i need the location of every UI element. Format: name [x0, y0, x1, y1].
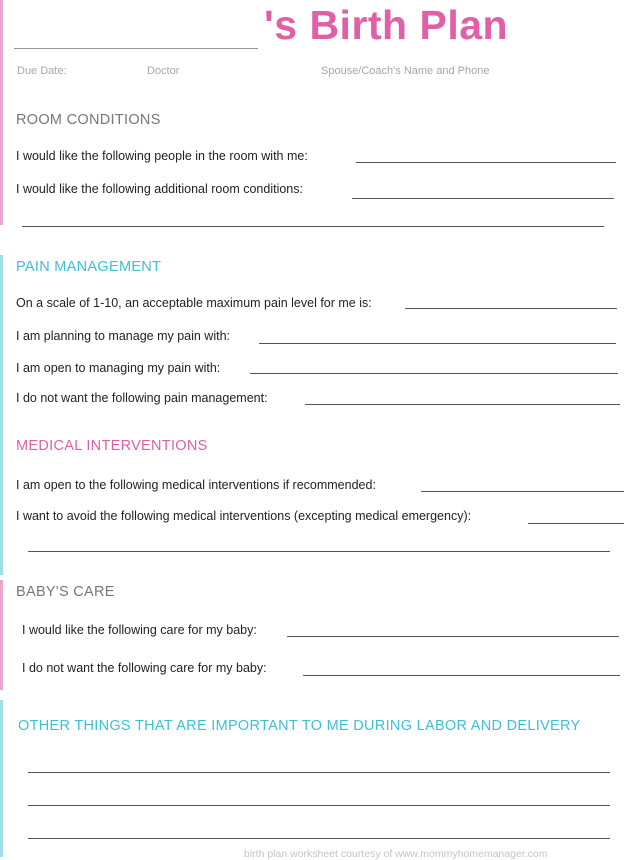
- medical-avoid-line[interactable]: [528, 523, 624, 524]
- spouse-coach-label: Spouse/Coach's Name and Phone: [321, 65, 490, 77]
- baby-care-line[interactable]: [287, 636, 619, 637]
- section-heading-babys-care: BABY'S CARE: [16, 584, 115, 600]
- room-people-line[interactable]: [356, 162, 616, 163]
- medical-open-line[interactable]: [421, 491, 624, 492]
- pain-scale-label: On a scale of 1-10, an acceptable maximum pain level for me is:: [16, 296, 372, 310]
- baby-not-want-line[interactable]: [303, 675, 620, 676]
- pain-open-label: I am open to managing my pain with:: [16, 361, 221, 375]
- page-title: 's Birth Plan: [264, 2, 509, 48]
- footer-credit: birth plan worksheet courtesy of www.mommyhomemanager.com: [244, 848, 548, 860]
- room-conditions-line[interactable]: [352, 198, 614, 199]
- room-people-label: I would like the following people in the room with me:: [16, 149, 308, 163]
- room-conditions-label: I would like the following additional room conditions:: [16, 182, 303, 196]
- section-heading-pain-management: PAIN MANAGEMENT: [16, 259, 162, 275]
- pain-scale-line[interactable]: [405, 308, 617, 309]
- due-date-label: Due Date:: [17, 65, 67, 77]
- name-blank-line[interactable]: [14, 48, 258, 49]
- left-edge-accent-pink-2: [0, 580, 3, 690]
- section-heading-room-conditions: ROOM CONDITIONS: [16, 112, 161, 128]
- pain-open-line[interactable]: [250, 373, 618, 374]
- section-heading-other-things: OTHER THINGS THAT ARE IMPORTANT TO ME DURING LABOR AND DELIVERY: [18, 718, 581, 734]
- baby-not-want-label: I do not want the following care for my baby:: [22, 661, 267, 675]
- left-edge-accent-teal-2: [0, 700, 3, 857]
- section-heading-medical-interventions: MEDICAL INTERVENTIONS: [16, 438, 208, 454]
- baby-care-label: I would like the following care for my baby:: [22, 623, 257, 637]
- medical-extra-line[interactable]: [28, 551, 610, 552]
- left-edge-accent-teal: [0, 255, 3, 575]
- pain-not-want-line[interactable]: [305, 404, 620, 405]
- pain-planning-label: I am planning to manage my pain with:: [16, 329, 231, 343]
- medical-avoid-label: I want to avoid the following medical interventions (excepting medical emergency):: [16, 509, 472, 523]
- other-line-2[interactable]: [28, 805, 610, 806]
- pain-not-want-label: I do not want the following pain management:: [16, 391, 268, 405]
- other-line-3[interactable]: [28, 838, 610, 839]
- other-line-1[interactable]: [28, 772, 610, 773]
- room-extra-line[interactable]: [22, 226, 604, 227]
- pain-planning-line[interactable]: [259, 343, 616, 344]
- doctor-label: Doctor: [147, 65, 180, 77]
- medical-open-label: I am open to the following medical interventions if recommended:: [16, 478, 376, 492]
- left-edge-accent-pink: [0, 0, 3, 225]
